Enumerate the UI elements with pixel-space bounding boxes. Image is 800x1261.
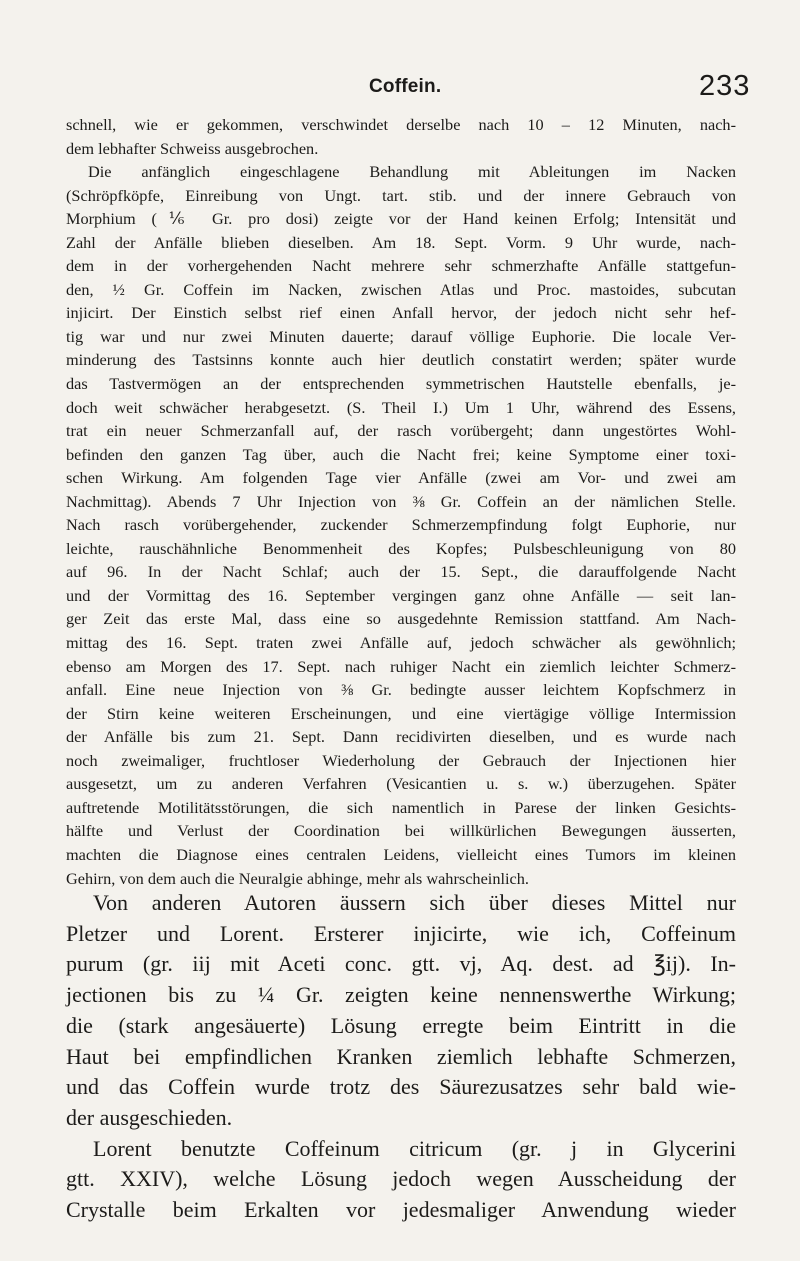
text-line: trat ein neuer Schmerzanfall auf, der rasch vorübergeht; dann ungestörtes Wohl-: [66, 421, 736, 441]
text-line: auftretende Motilitätsstörungen, die sich namentlich in Parese der linken Gesichts-: [66, 797, 736, 817]
text-line: Nach rasch vorübergehender, zuckender Schmerzempfindung folgt Euphorie, nur: [66, 515, 736, 535]
text-line: dem lebhafter Schweiss ausgebrochen.: [66, 138, 319, 158]
text-line: schen Wirkung. Am folgenden Tage vier Anfälle (zwei am Vor- und zwei am: [66, 468, 736, 488]
text-line: Lorent benutzte Coffeinum citricum (gr. j in Glycerini: [93, 1135, 736, 1161]
text-line: den, ½ Gr. Coffein im Nacken, zwischen Atlas und Proc. mastoides, subcutan: [66, 279, 736, 299]
text-line: Gehirn, von dem auch die Neuralgie abhinge, mehr als wahrscheinlich.: [66, 868, 529, 888]
main-body-text: [66, 888, 736, 1226]
text-line: der ausgeschieden.: [66, 1104, 233, 1130]
text-line: anfall. Eine neue Injection von ⅜ Gr. bedingte ausser leichtem Kopfschmerz in: [66, 680, 736, 700]
text-line: injicirt. Der Einstich selbst rief einen Anfall hervor, der jedoch nicht sehr hef-: [66, 303, 736, 323]
text-line: befinden den ganzen Tag über, auch die Nacht frei; keine Symptome einer toxi-: [66, 444, 736, 464]
text-line: und der Vormittag des 16. September vergingen ganz ohne Anfälle — seit lan-: [66, 585, 736, 605]
text-line: (Schröpfköpfe, Einreibung von Ungt. tart. stib. und der innere Gebrauch von: [66, 185, 736, 205]
text-line: dem in der vorhergehenden Nacht mehrere sehr schmerzhafte Anfälle stattgefun-: [66, 256, 736, 276]
text-line: Die anfänglich eingeschlagene Behandlung mit Ableitungen im Nacken: [88, 162, 736, 182]
text-line: machten die Diagnose eines centralen Leidens, vielleicht eines Tumors im kleinen: [66, 844, 736, 864]
text-line: hälfte und Verlust der Coordination bei willkürlichen Bewegungen äusserten,: [66, 821, 736, 841]
text-line: mittag des 16. Sept. traten zwei Anfälle auf, jedoch schwächer als gewöhnlich;: [66, 633, 736, 653]
text-line: minderung des Tastsinns konnte auch hier deutlich constatirt werden; später wurde: [66, 350, 736, 370]
text-line: Haut bei empfindlichen Kranken ziemlich lebhafte Schmerzen,: [66, 1043, 736, 1069]
running-title: Coffein.: [369, 76, 442, 97]
text-line: auf 96. In der Nacht Schlaf; auch der 15. Sept., die darauffolgende Nacht: [66, 562, 736, 582]
text-line: gtt. XXIV), welche Lösung jedoch wegen Ausscheidung der: [66, 1166, 736, 1192]
text-line: die (stark angesäuerte) Lösung erregte beim Eintritt in die: [66, 1012, 736, 1038]
running-head: [0, 70, 800, 106]
text-line: noch zweimaliger, fruchtloser Wiederholung der Gebrauch der Injectionen hier: [66, 750, 736, 770]
text-line: ausgesetzt, um zu anderen Verfahren (Vesicantien u. s. w.) überzugehen. Später: [66, 774, 736, 794]
text-line: schnell, wie er gekommen, verschwindet derselbe nach 10 – 12 Minuten, nach-: [66, 115, 736, 134]
text-line: der Stirn keine weiteren Erscheinungen, und eine viertägige völlige Intermission: [66, 703, 736, 723]
text-line: leichte, rauschähnliche Benommenheit des Kopfes; Pulsbeschleunigung von 80: [66, 538, 736, 558]
text-line: Zahl der Anfälle blieben dieselben. Am 18. Sept. Vorm. 9 Uhr wurde, nach-: [66, 232, 736, 252]
text-line: Nachmittag). Abends 7 Uhr Injection von ⅜ Gr. Coffein an der nämlichen Stelle.: [66, 491, 736, 511]
text-line: jectionen bis zu ¼ Gr. zeigten keine nennenswerthe Wirkung;: [66, 982, 736, 1008]
text-line: ger Zeit das erste Mal, dass eine so ausgedehnte Remission stattfand. Am Nach-: [66, 609, 736, 629]
text-line: purum (gr. iij mit Aceti conc. gtt. vj, Aq. dest. ad ℥ij). In-: [66, 951, 736, 977]
text-line: doch weit schwächer herabgesetzt. (S. Theil I.) Um 1 Uhr, während des Essens,: [66, 397, 736, 417]
text-line: ebenso am Morgen des 17. Sept. nach ruhiger Nacht ein ziemlich leichter Schmerz-: [66, 656, 736, 676]
text-line: das Tastvermögen an der entsprechenden symmetrischen Hautstelle ebenfalls, je-: [66, 374, 736, 394]
text-line: Crystalle beim Erkalten vor jedesmaliger Anwendung wieder: [66, 1197, 736, 1223]
text-line: und das Coffein wurde trotz des Säurezusatzes sehr bald wie-: [66, 1074, 736, 1100]
text-line: Morphium (⅙ Gr. pro dosi) zeigte vor der Hand keinen Erfolg; Intensität und: [66, 209, 736, 229]
text-line: Von anderen Autoren äussern sich über dieses Mittel nur: [93, 890, 736, 915]
page-number: 233: [699, 70, 751, 102]
text-line: Pletzer und Lorent. Ersterer injicirte, wie ich, Coffeinum: [66, 920, 736, 946]
text-line: tig war und nur zwei Minuten dauerte; darauf völlige Euphorie. Die locale Ver-: [66, 326, 736, 346]
text-line: der Anfälle bis zum 21. Sept. Dann recidivirten dieselben, und es wurde nach: [66, 727, 736, 747]
case-report-text: [66, 113, 736, 890]
